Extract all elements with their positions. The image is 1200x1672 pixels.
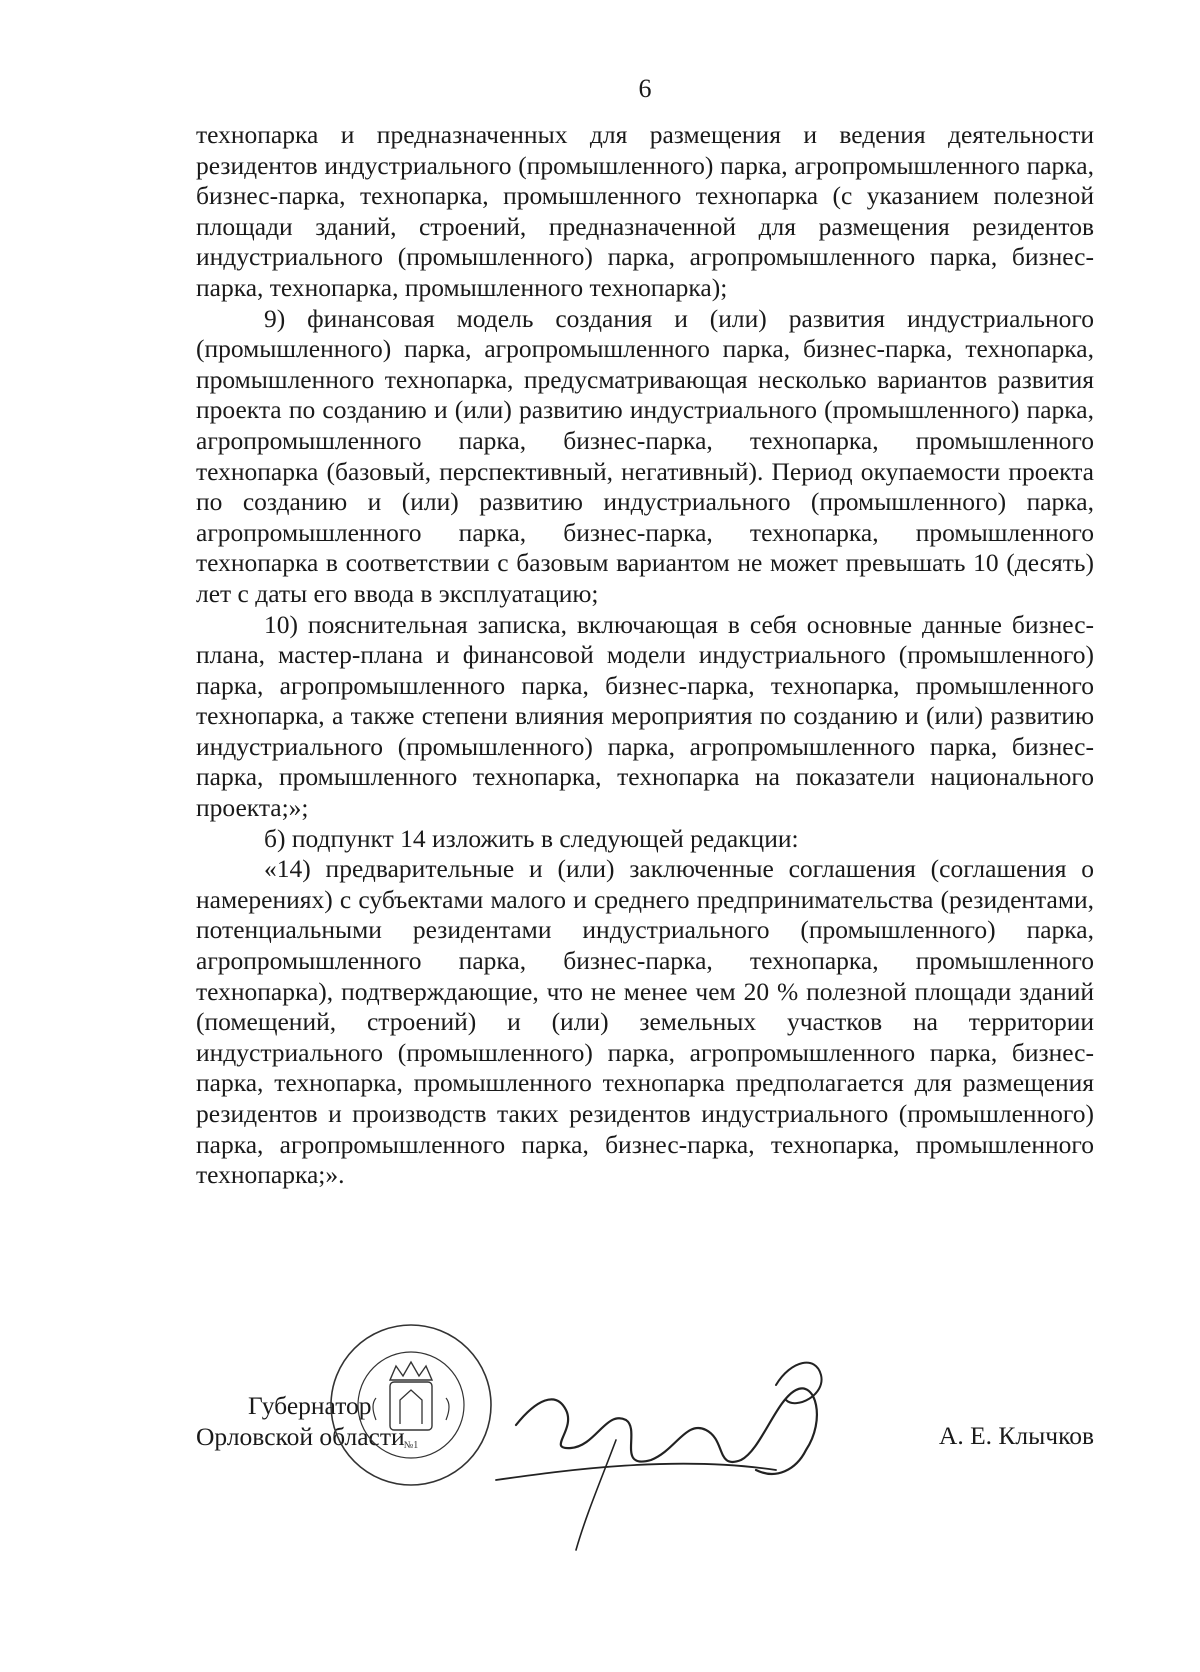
paragraph: технопарка и предназначенных для размещения и ведения деятельности резидентов индустриального (промышленного) парка, агропромышленного парка, бизнес-парка, технопарка, промышленного технопарка (с указанием полезной площади зданий, строений, предназначенной для размещения резидентов индустриального (промышленного) парка, агропромышленного парка, бизнес-парка, технопарка, промышленного технопарка); <box>196 120 1094 302</box>
page-number: 6 <box>638 74 652 103</box>
paragraph: б) подпункт 14 изложить в следующей редакции: <box>264 823 799 853</box>
document-body <box>196 120 1094 1191</box>
paragraph: 9) финансовая модель создания и (или) развития индустриального (промышленного) парка, агропромышленного парка, бизнес-парка, технопарка, промышленного технопарка, предусматривающая несколько вариантов развития проекта по созданию и (или) развитию индустриального (промышленного) парка, агропромышленного парка, бизнес-парка, технопарка, промышленного технопарка (базовый, перспективный, негативный). Период окупаемости проекта по созданию и (или) развитию индустриального (промышленного) парка, агропромышленного парка, бизнес-парка, технопарка, промышленного технопарка в соответствии с базовым вариантом не может превышать 10 (десять) лет с даты его ввода в эксплуатацию; <box>196 303 1094 608</box>
signatory-title-line2: Орловской области <box>196 1422 405 1451</box>
seal-number: №1 <box>403 1440 419 1451</box>
handwritten-signature <box>476 1330 896 1560</box>
official-seal <box>326 1320 496 1490</box>
paragraph: «14) предварительные и (или) заключенные соглашения (соглашения о намерениях) с субъектами малого и среднего предпринимательства (резидентами, потенциальными резидентами индустриального (промышленного) парка, агропромышленного парка, бизнес-парка, технопарка, промышленного технопарка), подтверждающие, что не менее чем 20 % полезной площади зданий (помещений, строений) и (или) земельных участков на территории индустриального (промышленного) парка, агропромышленного парка, бизнес-парка, технопарка, промышленного технопарка предполагается для размещения резидентов и производств таких резидентов индустриального (промышленного) парка, агропромышленного парка, бизнес-парка, технопарка, промышленного технопарка;». <box>196 854 1094 1190</box>
signatory-title-line1: Губернатор <box>248 1391 372 1420</box>
paragraph: 10) пояснительная записка, включающая в себя основные данные бизнес-плана, мастер-плана и финансовой модели индустриального (промышленного) парка, агропромышленного парка, бизнес-парка, технопарка, промышленного технопарка, а также степени влияния мероприятия по созданию и (или) развитию индустриального (промышленного) парка, агропромышленного парка, бизнес-парка, промышленного технопарка, технопарка на показатели национального проекта;»; <box>196 609 1094 823</box>
signature-block <box>196 1370 1094 1530</box>
signatory-name: А. Е. Клычков <box>938 1421 1094 1450</box>
